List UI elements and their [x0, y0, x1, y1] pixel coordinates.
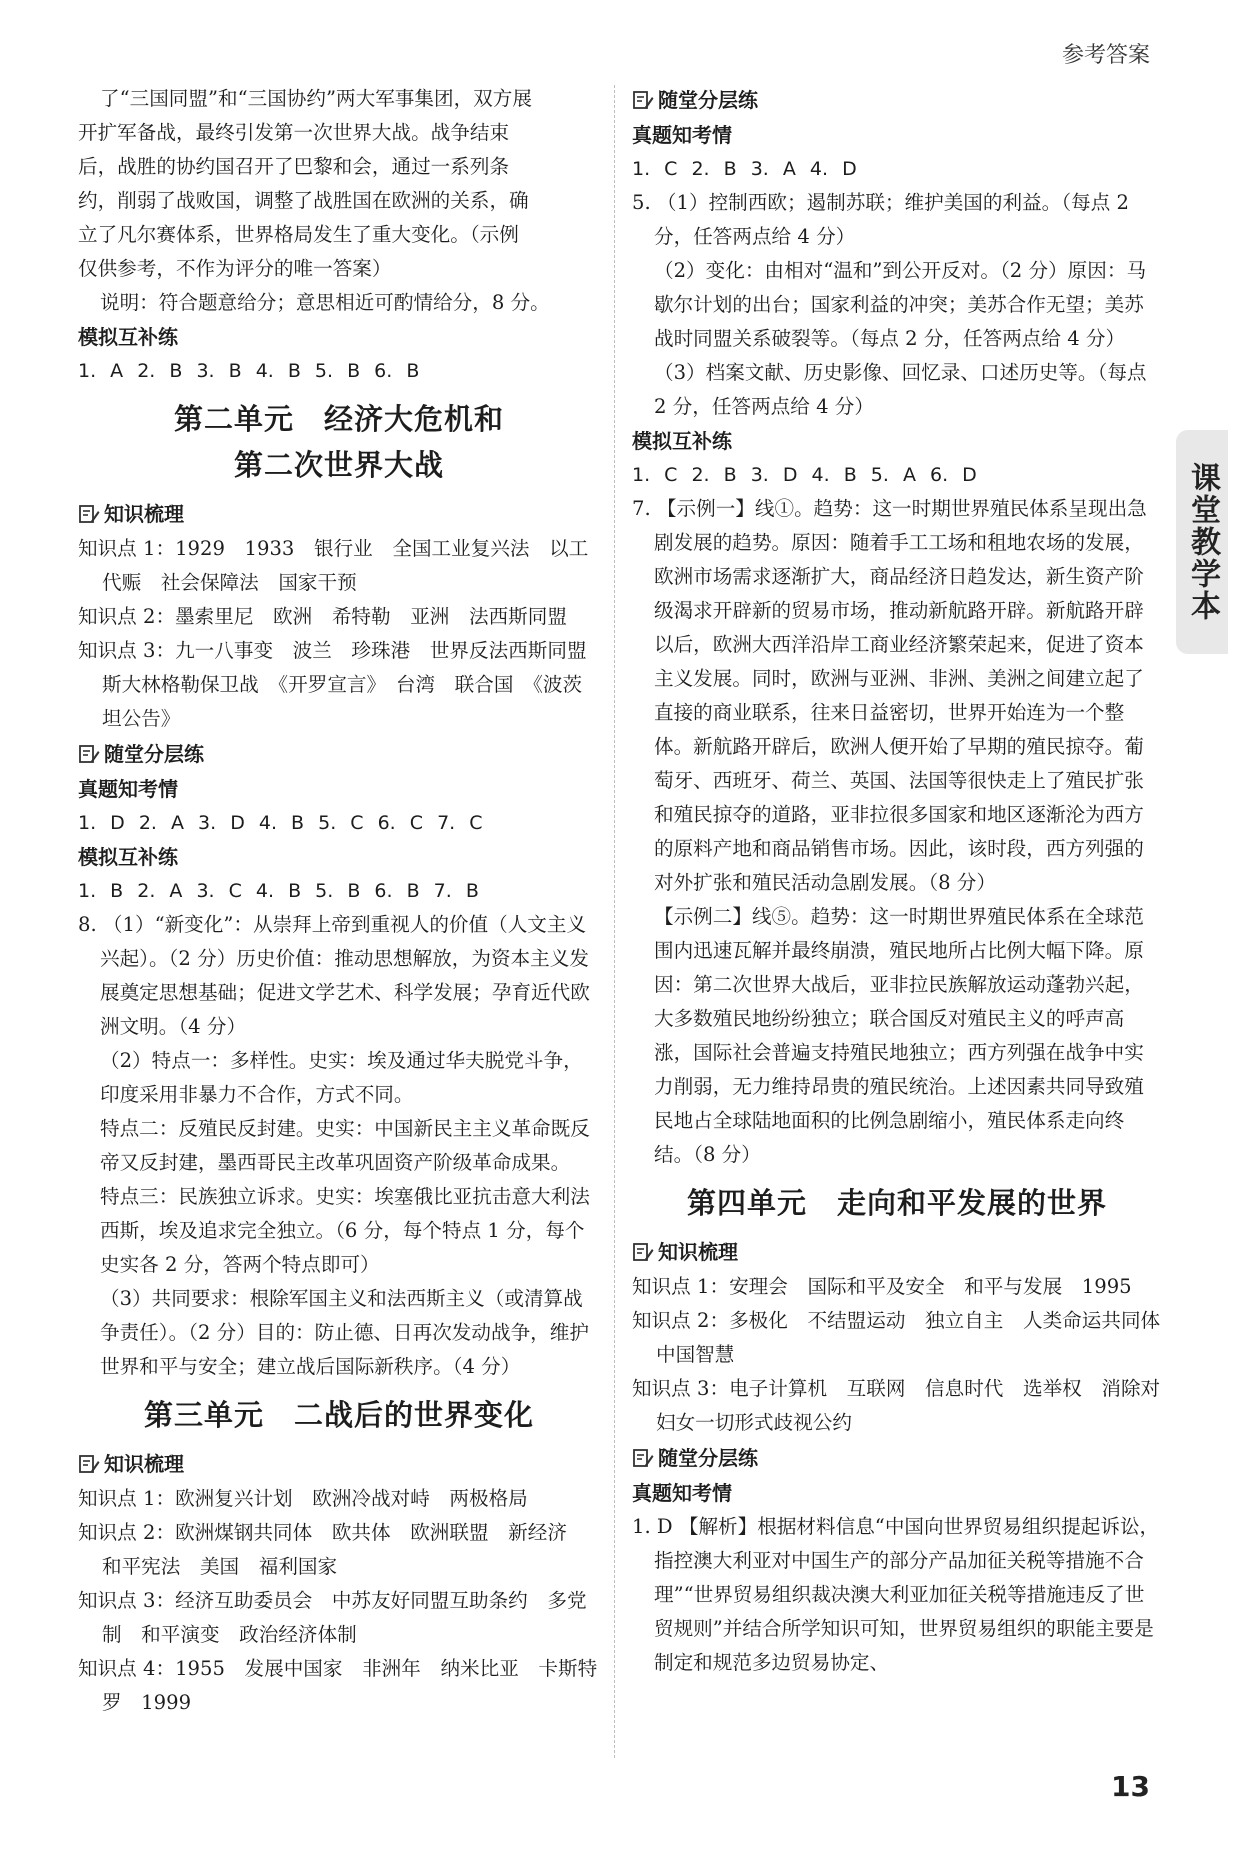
intro-line: 仅供参考，不作为评分的唯一答案）: [78, 257, 392, 280]
knowledge-point: 知识点 4：1955 发展中国家 非洲年 纳米比亚 卡斯特罗 1999: [78, 1657, 598, 1714]
scoring-note: 说明：符合题意给分；意思相近可酌情给分，8 分。: [100, 291, 550, 314]
q8-answer: 8. （1）“新变化”：从崇拜上帝到重视人的价值（人文主义兴起）。（2 分）历史价值：推动思想解放，为资本主义发展奠定思想基础；促进文学艺术、科学发展；孕育近代欧洲文明。（4 分）: [78, 913, 590, 1038]
real-exam-heading: 真题知考情: [632, 1481, 732, 1505]
practice-heading: 随堂分层练: [632, 82, 1162, 118]
q5-answer: （3）档案文献、历史影像、回忆录、口述历史等。（每点 2 分，任答两点给 4 分）: [654, 361, 1147, 418]
knowledge-point: 知识点 3：电子计算机 互联网 信息时代 选举权 消除对妇女一切形式歧视公约: [632, 1377, 1161, 1434]
knowledge-point: 知识点 3：九一八事变 波兰 珍珠港 世界反法西斯同盟 斯大林格勒保卫战 《开罗宣言》 台湾 联合国 《波茨坦公告》: [78, 639, 607, 730]
knowledge-point: 知识点 3：经济互助委员会 中苏友好同盟互助条约 多党制 和平演变 政治经济体制: [78, 1589, 587, 1646]
knowledge-point: 知识点 2：墨索里尼 欧洲 希特勒 亚洲 法西斯同盟: [78, 605, 567, 628]
knowledge-point: 知识点 2：多极化 不结盟运动 独立自主 人类命运共同体 中国智慧: [632, 1309, 1180, 1366]
column-divider: [614, 85, 615, 1758]
real-exam-heading: 真题知考情: [632, 123, 732, 147]
sim-practice-answers: 1. C 2. B 3. D 4. B 5. A 6. D: [632, 464, 977, 486]
real-exam-answers: 1. D 2. A 3. D 4. B 5. C 6. C 7. C: [78, 812, 483, 834]
knowledge-point: 知识点 1：安理会 国际和平及安全 和平与发展 1995: [632, 1275, 1132, 1298]
intro-line: 立了凡尔赛体系，世界格局发生了重大变化。（示例: [78, 223, 519, 246]
pencil-note-icon: [78, 743, 100, 765]
pencil-note-icon: [632, 1241, 654, 1263]
left-column: [78, 82, 607, 1720]
q1-analysis: 1. D 【解析】根据材料信息“中国向世界贸易组织提起诉讼，指控澳大利亚对中国生产的部分产品加征关税等措施不合理”“世界贸易组织裁决澳大利亚加征关税等措施违反了世贸规则”并结合所学知识可知，世界贸易组织的职能主要是制定和规范多边贸易协定、: [632, 1515, 1160, 1674]
knowledge-point: 知识点 1：欧洲复兴计划 欧洲冷战对峙 两极格局: [78, 1487, 528, 1510]
intro-line: 了“三国同盟”和“三国协约”两大军事集团，双方展: [100, 87, 532, 110]
pencil-note-icon: [632, 89, 654, 111]
unit2-title: [78, 396, 600, 488]
unit3-title: 第三单元 二战后的世界变化: [143, 1398, 534, 1432]
u2-knowledge-heading: 知识梳理: [78, 496, 600, 532]
sim-practice-heading: 模拟互补练: [632, 429, 732, 453]
q7-example2: 【示例二】线⑤。趋势：这一时期世界殖民体系在全球范围内迅速瓦解并最终崩溃，殖民地所占比例大幅下降。原因：第二次世界大战后，亚非拉民族解放运动蓬勃兴起，大多数殖民地纷纷独立；联合国反对殖民主义的呼声高涨，国际社会普遍支持殖民地独立；西方列强在战争中实力削弱，无力维持昂贵的殖民统治。上述因素共同导致殖民地占全球陆地面积的比例急剧缩小，殖民体系走向终结。（8 分）: [654, 905, 1144, 1166]
sim-practice-heading: 模拟互补练: [78, 325, 178, 349]
knowledge-point: 知识点 1：1929 1933 银行业 全国工业复兴法 以工代赈 社会保障法 国家干预: [78, 537, 589, 594]
q5-answer: （2）变化：由相对“温和”到公开反对。（2 分）原因：马歇尔计划的出台；国家利益的冲突；美苏合作无望；美苏战时同盟关系破裂等。（每点 2 分，任答两点给 4 分）: [654, 259, 1147, 350]
pencil-note-icon: [78, 503, 100, 525]
pencil-note-icon: [78, 1453, 100, 1475]
header-title: 参考答案: [1061, 43, 1150, 68]
u2-practice-heading: 随堂分层练: [78, 736, 600, 772]
q8-answer: （2）特点一：多样性。史实：埃及通过华夫脱党斗争，印度采用非暴力不合作，方式不同。: [100, 1049, 583, 1106]
q8-answer: 特点三：民族独立诉求。史实：埃塞俄比亚抗击意大利法西斯，埃及追求完全独立。（6 分，每个特点 1 分，每个史实各 2 分，答两个特点即可）: [100, 1185, 590, 1276]
sim-practice-answers: 1. B 2. A 3. C 4. B 5. B 6. B 7. B: [78, 880, 479, 902]
side-tab: [1176, 430, 1228, 654]
intro-line: 约，削弱了战败国，调整了战胜国在欧洲的关系，确: [78, 189, 529, 212]
right-column: [632, 82, 1180, 1680]
side-tab-label: 课堂教学本: [1185, 462, 1220, 622]
sim-practice-heading: 模拟互补练: [78, 845, 178, 869]
u3-knowledge-heading: 知识梳理: [78, 1446, 600, 1482]
q7-example1: 7. 【示例一】线①。趋势：这一时期世界殖民体系呈现出急剧发展的趋势。原因：随着手工工场和租地农场的发展，欧洲市场需求逐渐扩大，商品经济日趋发达，新生资产阶级渴求开辟新的贸易市场，推动新航路开辟。新航路开辟以后，欧洲大西洋沿岸工商业经济繁荣起来，促进了资本主义发展。同时，欧洲与亚洲、非洲、美洲之间建立起了直接的商业联系，往来日益密切，世界开始连为一个整体。新航路开辟后，欧洲人便开始了早期的殖民掠夺。葡萄牙、西班牙、荷兰、英国、法国等很快走上了殖民扩张和殖民掠夺的道路，亚非拉很多国家和地区逐渐沦为西方的原料产地和商品销售市场。因此，该时段，西方列强的对外扩张和殖民活动急剧发展。（8 分）: [632, 497, 1147, 894]
page-number: 13: [1111, 1770, 1150, 1803]
pencil-note-icon: [632, 1447, 654, 1469]
q5-answer: 5. （1）控制西欧；遏制苏联；维护美国的利益。（每点 2 分，任答两点给 4 分）: [632, 191, 1129, 248]
intro-line: 后，战胜的协约国召开了巴黎和会，通过一系列条: [78, 155, 510, 178]
u4-knowledge-heading: 知识梳理: [632, 1234, 1162, 1270]
unit4-title: 第四单元 走向和平发展的世界: [686, 1186, 1107, 1220]
real-exam-answers: 1. C 2. B 3. A 4. D: [632, 158, 857, 180]
u4-practice-heading: 随堂分层练: [632, 1440, 1162, 1476]
sim-practice-answers: 1. A 2. B 3. B 4. B 5. B 6. B: [78, 360, 420, 382]
real-exam-heading: 真题知考情: [78, 777, 178, 801]
knowledge-point: 知识点 2：欧洲煤钢共同体 欧共体 欧洲联盟 新经济 和平宪法 美国 福利国家: [78, 1521, 587, 1578]
unit2-title-line1: 第二单元 经济大危机和: [173, 402, 504, 436]
q8-answer: （3）共同要求：根除军国主义和法西斯主义（或清算战争责任）。（2 分）目的：防止德、日再次发动战争，维护世界和平与安全；建立战后国际新秩序。（4 分）: [100, 1287, 589, 1378]
intro-line: 开扩军备战，最终引发第一次世界大战。战争结束: [78, 121, 510, 144]
q8-answer: 特点二：反殖民反封建。史实：中国新民主主义革命既反帝又反封建，墨西哥民主改革巩固资产阶级革命成果。: [100, 1117, 590, 1174]
unit2-title-line2: 第二次世界大战: [233, 448, 444, 482]
